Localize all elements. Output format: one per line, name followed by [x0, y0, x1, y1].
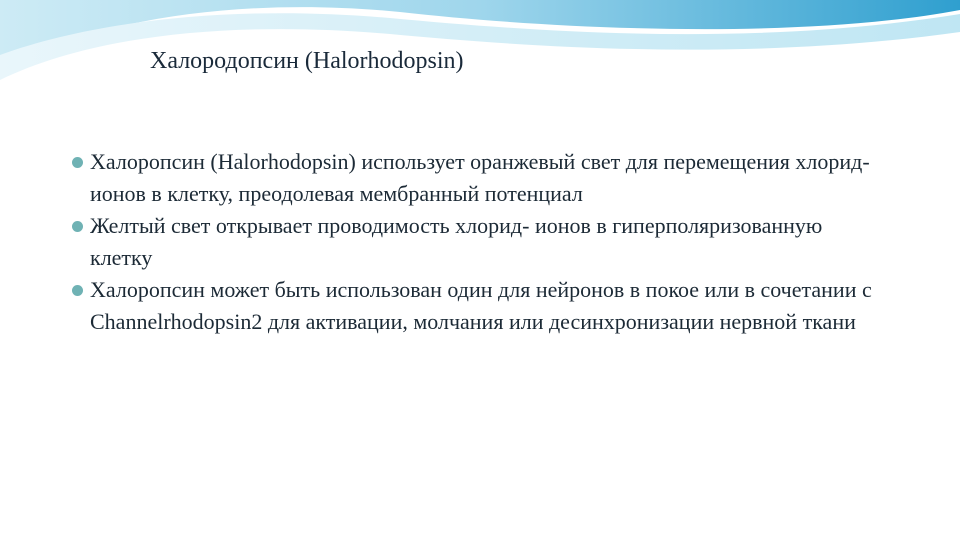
header-wave-decoration [0, 0, 960, 90]
bullet-item [72, 210, 882, 274]
bullet-item [72, 146, 882, 210]
bullet-text: Халоропсин может быть использован один для нейронов в покое или в сочетании с Channelrhodopsin2 для активации, молчания или десинхронизации нервной ткани [90, 277, 872, 334]
bullet-text: Халоропсин (Halorhodopsin) использует оранжевый свет для перемещения хлорид- ионов в клетку, преодолевая мембранный потенциал [90, 149, 870, 206]
bullet-dot-icon [72, 221, 83, 232]
bullet-item [72, 274, 882, 338]
bullet-text: Желтый свет открывает проводимость хлорид- ионов в гиперполяризованную клетку [90, 213, 823, 270]
bullet-dot-icon [72, 157, 83, 168]
slide-title: Халородопсин (Halorhodopsin) [150, 48, 464, 74]
bullet-list [72, 146, 882, 338]
bullet-dot-icon [72, 285, 83, 296]
